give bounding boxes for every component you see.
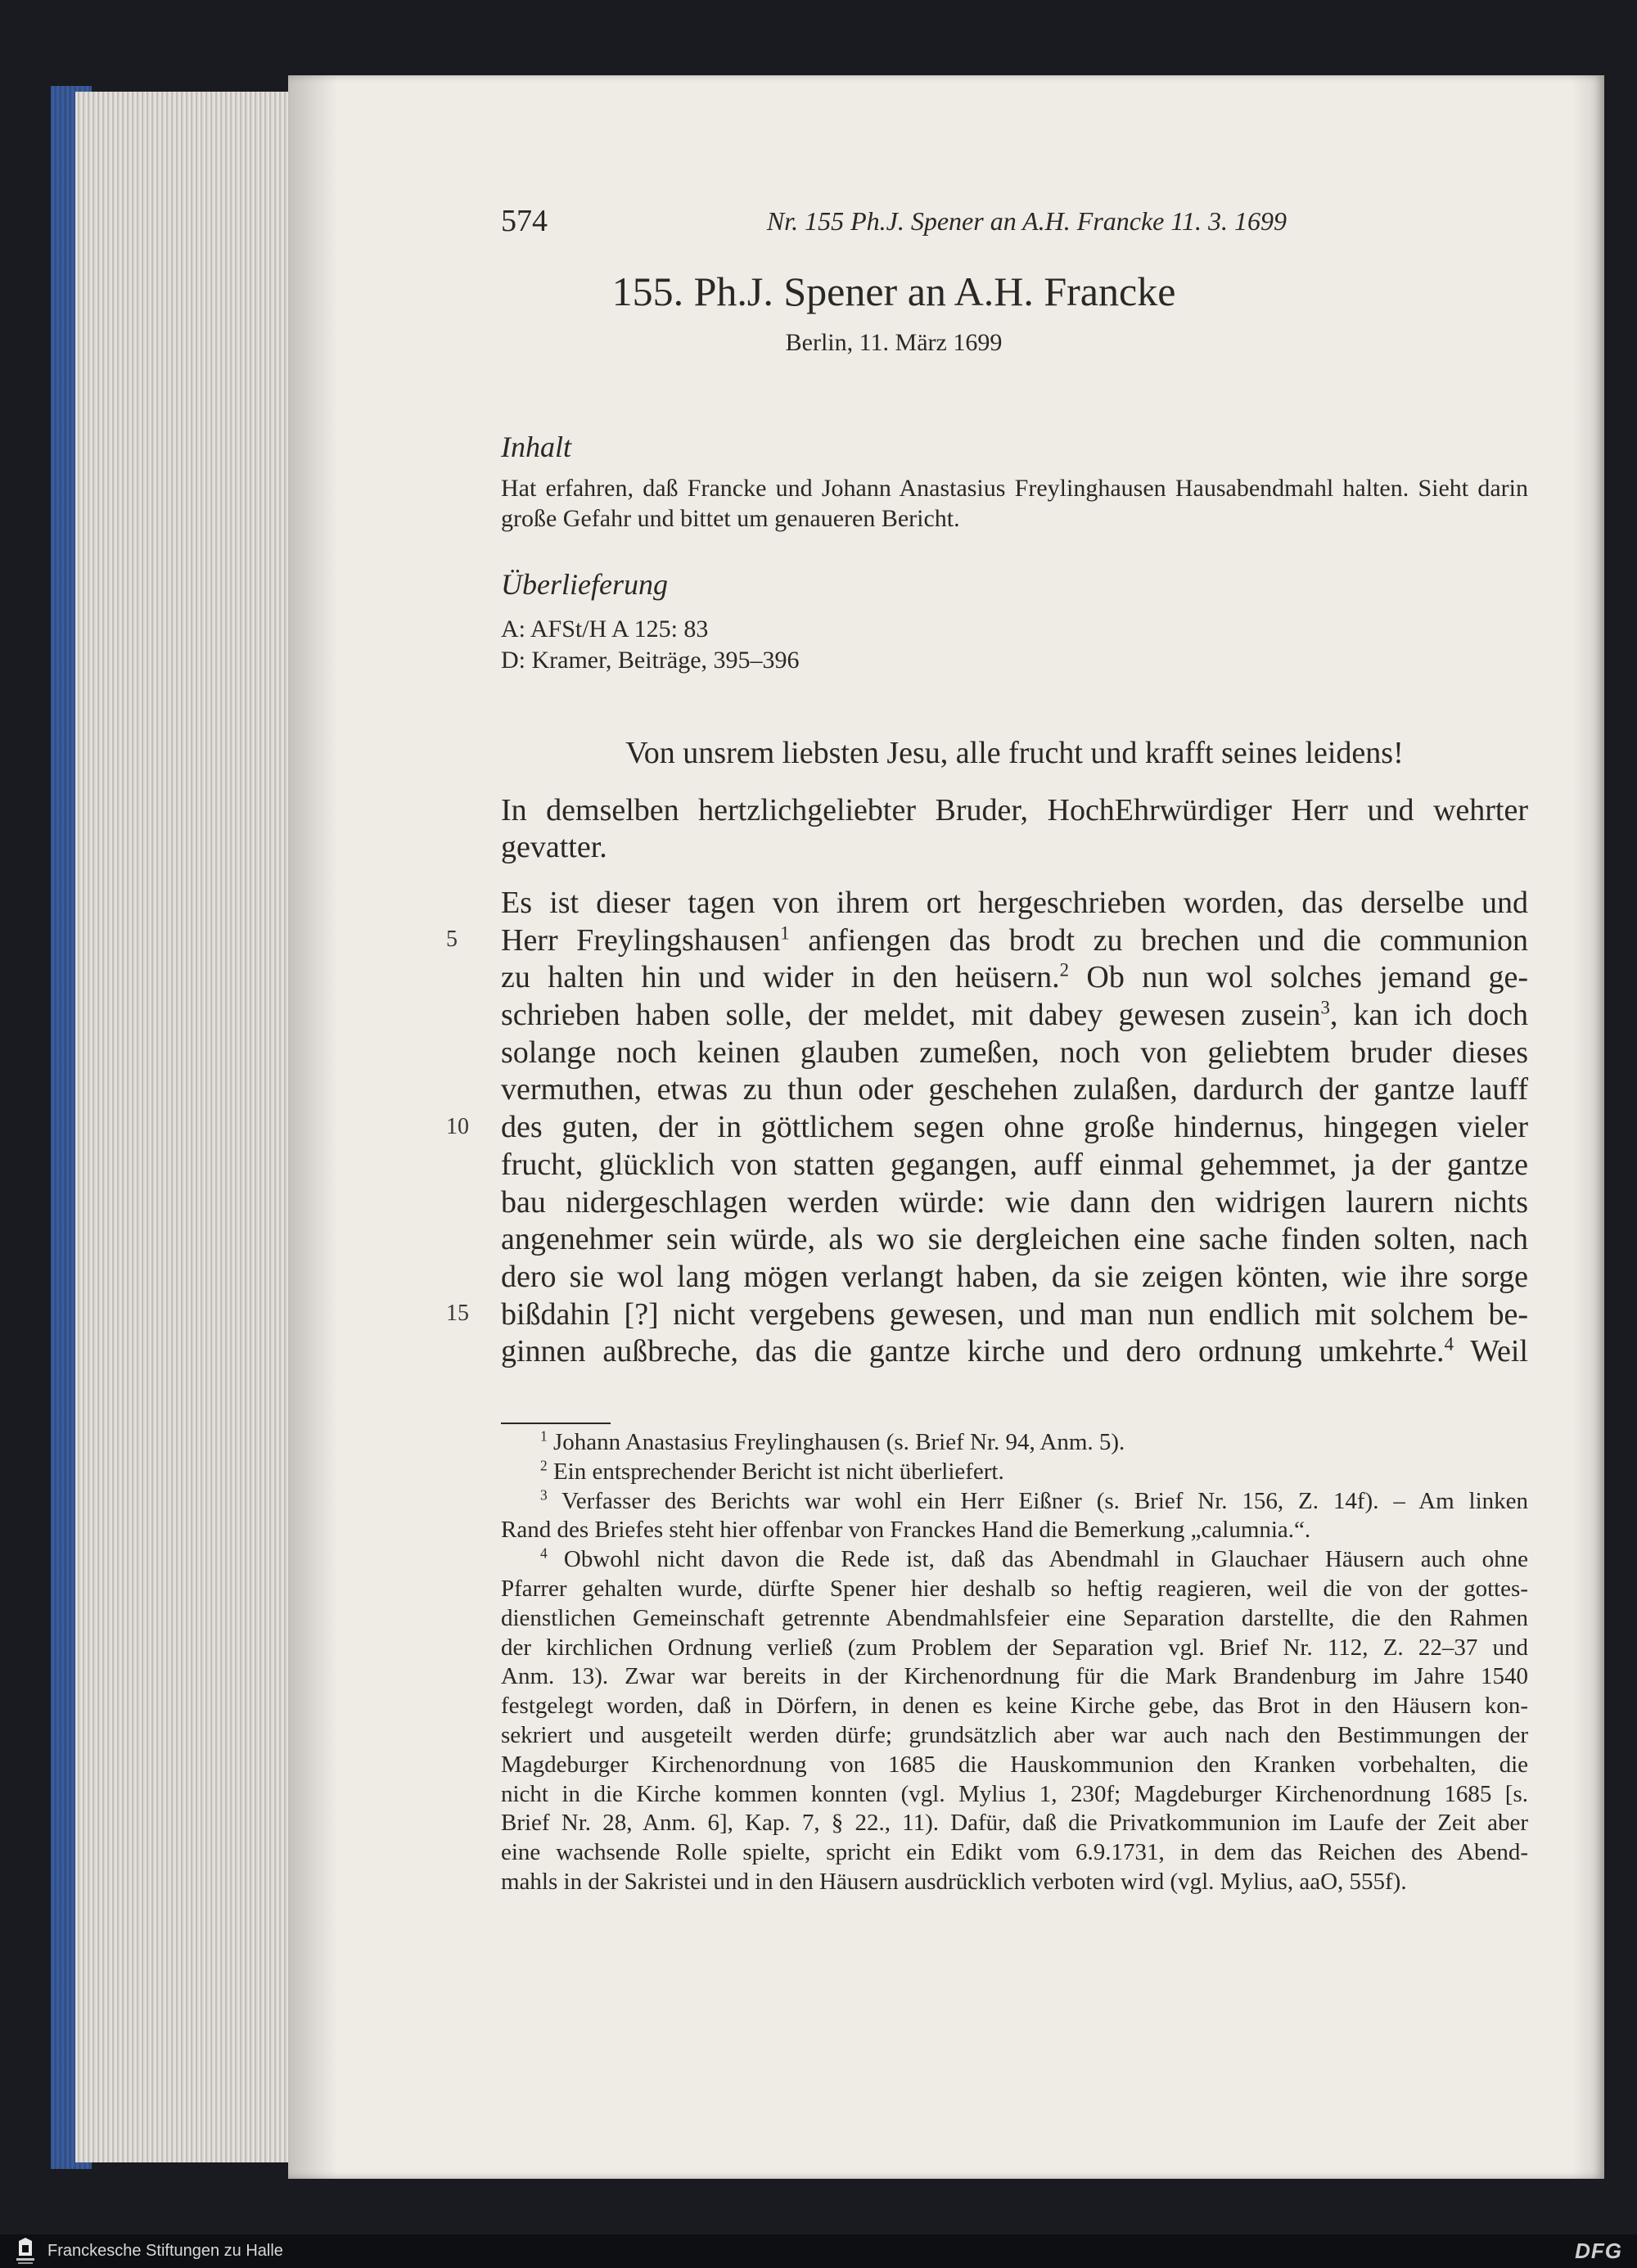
body-text-segment: anfiengen das brodt zu brechen und die communion	[789, 922, 1528, 958]
footnote-line	[501, 1809, 1528, 1838]
footnote-line	[501, 1516, 1528, 1545]
footnote-text: dienstlichen Gemeinschaft getrennte Abendmahlsfeier eine Separation darstellte, die den Rahmen	[501, 1604, 1528, 1631]
page-number: 574	[501, 204, 548, 238]
body-text-segment: , kan ich doch	[1329, 998, 1528, 1033]
body-text-segment: Herr Freylingshausen	[501, 922, 781, 958]
footnote-number: 4	[540, 1544, 548, 1562]
body-text-segment: zu halten hin und wider in den heüsern.	[501, 960, 1060, 995]
line-number: 15	[446, 1301, 469, 1326]
body-text-segment: ginnen außbreche, das die gantze kirche und dero ordnung umkehrte.	[501, 1334, 1445, 1369]
institution-name: Franckesche Stiftungen zu Halle	[47, 2242, 283, 2260]
body-line	[501, 1221, 1528, 1259]
footnote-line	[501, 1604, 1528, 1634]
body-line	[501, 1147, 1528, 1184]
footnote-text: Anm. 13). Zwar war bereits in der Kirchenordnung für die Mark Brandenburg im Jahre 1540	[501, 1663, 1528, 1690]
address-line: In demselben hertzlichgeliebter Bruder, HochEhrwürdiger Herr und wehrter	[501, 793, 1528, 827]
footnote-text: Verfasser des Berichts war wohl ein Herr Eißner (s. Brief Nr. 156, Z. 14f). – Am linken	[561, 1487, 1528, 1514]
body-text-segment: bißdahin [?] nicht vergebens gewesen, und man nun endlich mit solchem be-	[501, 1296, 1528, 1332]
footnote-text: sekriert und ausgeteilt werden dürfe; grundsätzlich aber war auch nach den Bestimmungen der	[501, 1721, 1528, 1748]
sources-list	[501, 614, 1287, 676]
body-line	[501, 1071, 1528, 1109]
body-line	[501, 1259, 1528, 1296]
footnote-text: Brief Nr. 28, Anm. 6], Kap. 7, § 22., 11). Dafür, daß die Privatkommunion im Laufe der Zeit aber	[501, 1810, 1528, 1837]
body-line	[501, 1035, 1528, 1072]
body-text-segment: bau nidergeschlagen werden würde: wie dann den widrigen laurern nichts	[501, 1184, 1528, 1220]
address-line-continued: gevatter.	[501, 830, 607, 864]
body-line	[501, 885, 1528, 922]
body-text-segment: frucht, glücklich von statten gegangen, auff einmal gehemmet, ja der gantze	[501, 1147, 1528, 1182]
summary-text: Hat erfahren, daß Francke und Johann Anastasius Freylinghausen Hausabendmahl halten. Sieht darin große Gefahr und bittet um genaueren Bericht.	[501, 475, 1528, 532]
letter-title: 155. Ph.J. Spener an A.H. Francke	[611, 268, 1176, 314]
footnote-number: 1	[540, 1427, 548, 1445]
letter-body	[501, 885, 1528, 1371]
body-text-segment: Weil	[1453, 1334, 1528, 1369]
footnote-line	[501, 1634, 1528, 1663]
footnote	[501, 1458, 1528, 1487]
body-text-segment: Ob nun wol solches jemand ge-	[1069, 960, 1528, 995]
source-item: D: Kramer, Beiträge, 395–396	[501, 647, 800, 674]
letter-date: Berlin, 11. März 1699	[785, 329, 1003, 356]
footnote	[501, 1428, 1528, 1458]
page-edges	[75, 92, 296, 2162]
page-edge-shadow	[1572, 75, 1604, 2179]
body-text-segment: angenehmer sein würde, als wo sie dergleichen eine sache finden solten, nach	[501, 1222, 1528, 1257]
footnote-text: Pfarrer gehalten wurde, dürfte Spener hier deshalb so heftig reagieren, weil die von der gottes-	[501, 1575, 1528, 1602]
tradition-heading: Überlieferung	[501, 568, 668, 601]
footnote-line	[501, 1428, 1528, 1458]
body-line	[501, 922, 1528, 960]
footnote-text: festgelegt worden, daß in Dörfern, in denen es keine Kirche gebe, das Brot in den Häusern kon-	[501, 1693, 1528, 1720]
footnote-marker: 3	[1320, 997, 1330, 1018]
dfg-logo: DFG	[1575, 2239, 1622, 2263]
institution-crest-icon	[11, 2238, 39, 2266]
footnote-text: Rand des Briefes steht hier offenbar von Franckes Hand die Bemerkung „calumnia.“.	[501, 1517, 1311, 1544]
body-line	[501, 1109, 1528, 1147]
salutation: Von unsrem liebsten Jesu, alle frucht und krafft seines leidens!	[625, 736, 1404, 770]
footnote-number: 3	[540, 1486, 548, 1503]
footnote-text: eine wachsende Rolle spielte, spricht ein Edikt vom 6.9.1731, in dem das Reichen des Abend-	[501, 1839, 1528, 1866]
body-line	[501, 1333, 1528, 1371]
running-title: Nr. 155 Ph.J. Spener an A.H. Francke 11. 3. 1699	[766, 206, 1287, 236]
footnote-line	[501, 1662, 1528, 1692]
footnote-marker: 2	[1059, 959, 1069, 981]
footnote-text: nicht in die Kirche kommen konnten (vgl. Mylius 1, 230f; Magdeburger Kirchenordnung 1685 [s.	[501, 1780, 1528, 1807]
viewer-footer-bar	[0, 2234, 1637, 2268]
body-text-segment: dero sie wol lang mögen verlangt haben, da sie zeigen könten, wie ihre sorge	[501, 1259, 1528, 1294]
body-line	[501, 997, 1528, 1035]
line-number: 5	[446, 927, 458, 952]
footnote-line	[501, 1868, 1528, 1897]
footnote-text: Magdeburger Kirchenordnung von 1685 die Hauskommunion den Kranken vorbehalten, die	[501, 1751, 1528, 1778]
footnote-line	[501, 1458, 1528, 1487]
footnote	[501, 1487, 1528, 1546]
footnote	[501, 1545, 1528, 1897]
body-text-segment: solange noch keinen glauben zumeßen, noch von geliebtem bruder dieses	[501, 1035, 1528, 1070]
footnote-marker: 4	[1444, 1333, 1454, 1355]
body-text-segment: schrieben haben solle, der meldet, mit dabey gewesen zusein	[501, 998, 1321, 1033]
source-item: A: AFSt/H A 125: 83	[501, 615, 709, 643]
footnote-marker: 1	[780, 922, 790, 944]
footnote-divider	[501, 1423, 611, 1424]
running-head	[501, 203, 1287, 244]
footnote-text: Ein entsprechender Bericht ist nicht überliefert.	[552, 1458, 1004, 1485]
footnote-text: mahls in der Sakristei und in den Häusern ausdrücklich verboten wird (vgl. Mylius, aaO, 555f).	[501, 1868, 1407, 1895]
body-text-segment: vermuthen, etwas zu thun oder geschehen zulaßen, dardurch der gantze lauff	[501, 1072, 1528, 1107]
footnote-line	[501, 1575, 1528, 1604]
footnote-number: 2	[540, 1457, 548, 1474]
body-line	[501, 1184, 1528, 1222]
line-number: 10	[446, 1114, 469, 1139]
footnotes	[501, 1428, 1528, 1897]
footnote-line	[501, 1545, 1528, 1575]
footnote-line	[501, 1751, 1528, 1780]
footnote-line	[501, 1721, 1528, 1751]
summary-heading: Inhalt	[501, 431, 571, 463]
footnote-text: Obwohl nicht davon die Rede ist, daß das Abendmahl in Glauchaer Häusern auch ohne	[563, 1546, 1529, 1573]
footnote-line	[501, 1487, 1528, 1517]
gutter-shadow	[288, 75, 337, 2179]
footnote-text: der kirchlichen Ordnung verließ (zum Problem der Separation vgl. Brief Nr. 112, Z. 22–37 und	[501, 1634, 1528, 1661]
body-line	[501, 959, 1528, 997]
footnote-line	[501, 1692, 1528, 1721]
body-text-segment: Es ist dieser tagen von ihrem ort hergeschrieben worden, das derselbe und	[501, 886, 1528, 920]
footnote-text: Johann Anastasius Freylinghausen (s. Brief Nr. 94, Anm. 5).	[552, 1429, 1125, 1455]
body-line	[501, 1296, 1528, 1334]
footnote-line	[501, 1780, 1528, 1810]
footnote-line	[501, 1838, 1528, 1868]
body-text-segment: des guten, der in göttlichem segen ohne große hindernus, hingegen vieler	[501, 1110, 1528, 1145]
